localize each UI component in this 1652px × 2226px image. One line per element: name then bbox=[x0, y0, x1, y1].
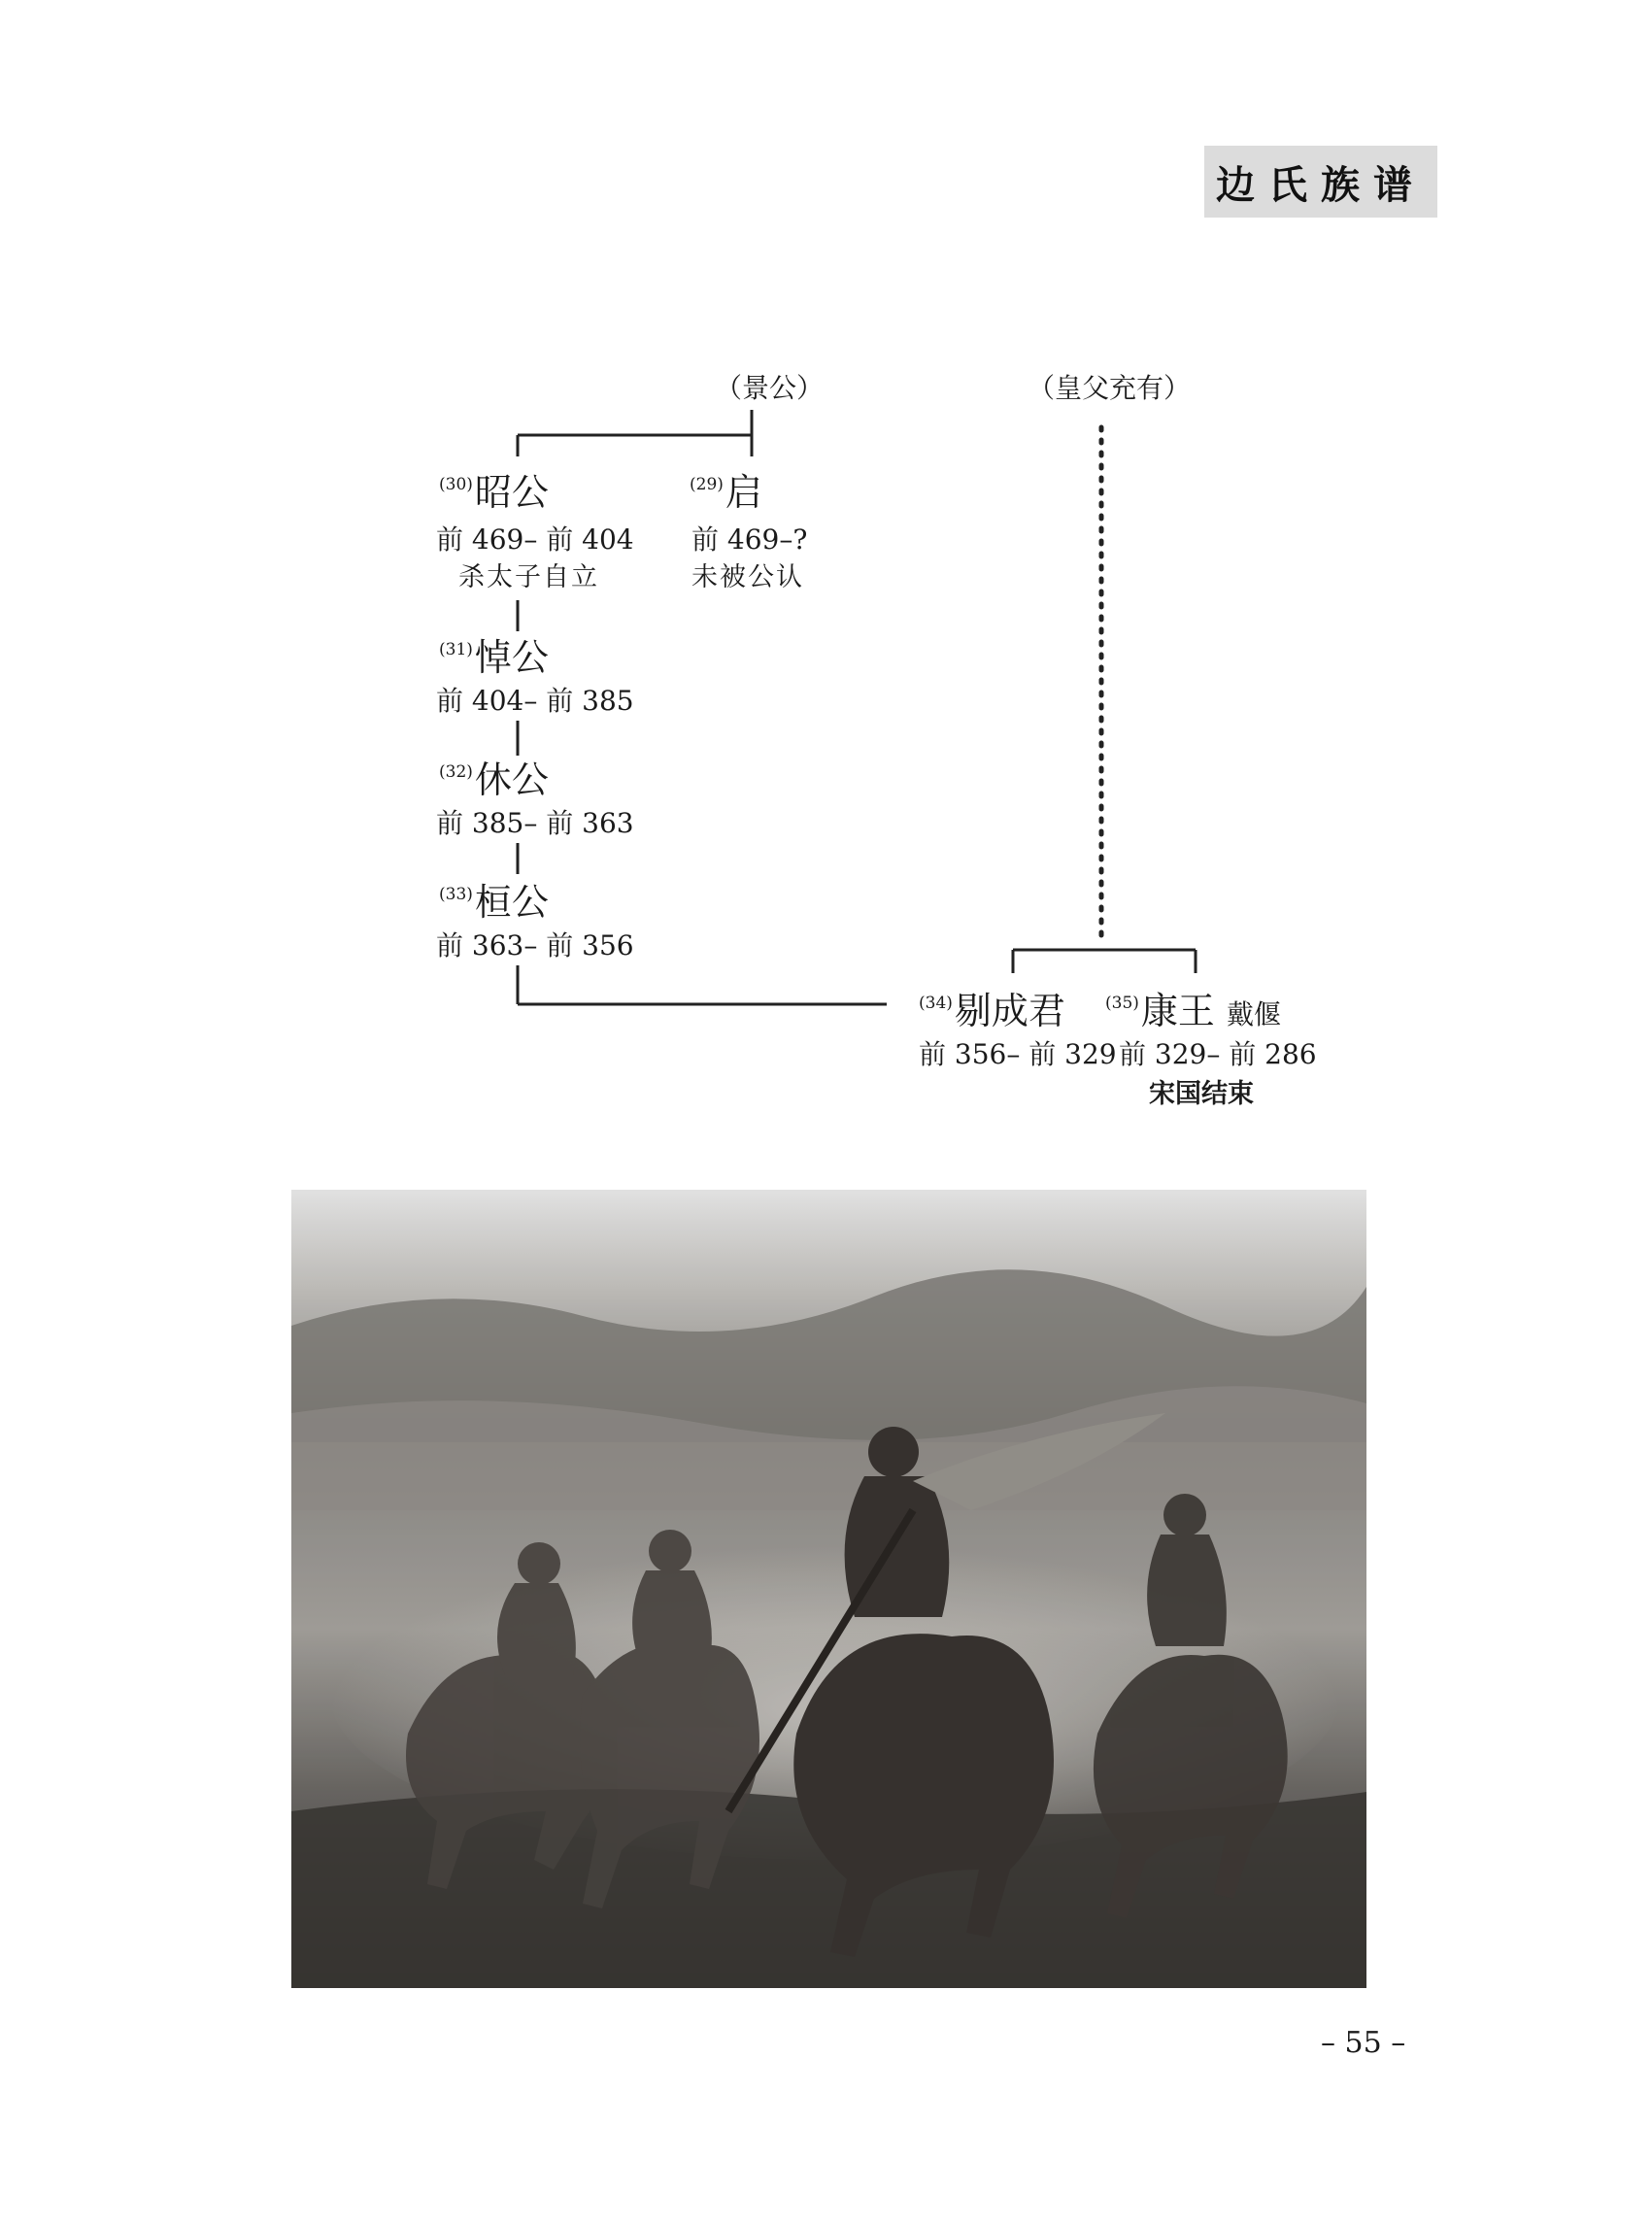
node-alias: 戴偃 bbox=[1227, 998, 1282, 1030]
node-name: 剔成君 bbox=[954, 990, 1065, 1032]
node-huan-gong bbox=[439, 872, 549, 926]
node-number: (31) bbox=[439, 640, 473, 659]
node-note: 宋国结束 bbox=[1149, 1079, 1254, 1109]
node-name: 启 bbox=[725, 471, 762, 514]
node-number: (32) bbox=[439, 762, 473, 782]
node-note: 未被公认 bbox=[691, 562, 804, 592]
node-note: 杀太子自立 bbox=[458, 562, 599, 592]
node-number: (33) bbox=[439, 885, 473, 904]
ancestor-jing-gong: （景公） bbox=[715, 372, 825, 404]
node-number: (35) bbox=[1105, 994, 1139, 1013]
ancestor-huang-fu: （皇父充有） bbox=[1028, 372, 1192, 404]
node-number: (30) bbox=[439, 475, 473, 494]
node-dates: 前 469–? bbox=[691, 523, 808, 556]
node-number: (34) bbox=[919, 994, 953, 1013]
node-ti-cheng-jun bbox=[919, 981, 1065, 1034]
node-name: 悼公 bbox=[474, 636, 549, 679]
node-dates: 前 356– 前 329 bbox=[919, 1038, 1117, 1070]
node-name: 昭公 bbox=[474, 471, 549, 514]
node-dates: 前 363– 前 356 bbox=[436, 929, 634, 961]
node-dao-gong bbox=[439, 627, 549, 681]
cavalry-illustration bbox=[291, 1190, 1366, 1988]
node-dates: 前 469– 前 404 bbox=[436, 523, 634, 556]
node-number: (29) bbox=[690, 475, 724, 494]
node-dates: 前 385– 前 363 bbox=[436, 807, 634, 839]
node-qi bbox=[690, 462, 762, 516]
page-number: – 55 – bbox=[1321, 2026, 1406, 2060]
node-dates: 前 404– 前 385 bbox=[436, 685, 634, 717]
node-name: 休公 bbox=[474, 759, 549, 801]
node-kang-wang bbox=[1105, 981, 1281, 1034]
node-name: 桓公 bbox=[474, 881, 549, 924]
header-title: 边氏族谱 bbox=[1204, 146, 1437, 218]
node-dates: 前 329– 前 286 bbox=[1119, 1038, 1317, 1070]
node-zhao-gong bbox=[439, 462, 549, 516]
node-name: 康王 bbox=[1140, 990, 1215, 1032]
node-xiu-gong bbox=[439, 750, 549, 803]
cavalry-painting bbox=[291, 1190, 1366, 1988]
